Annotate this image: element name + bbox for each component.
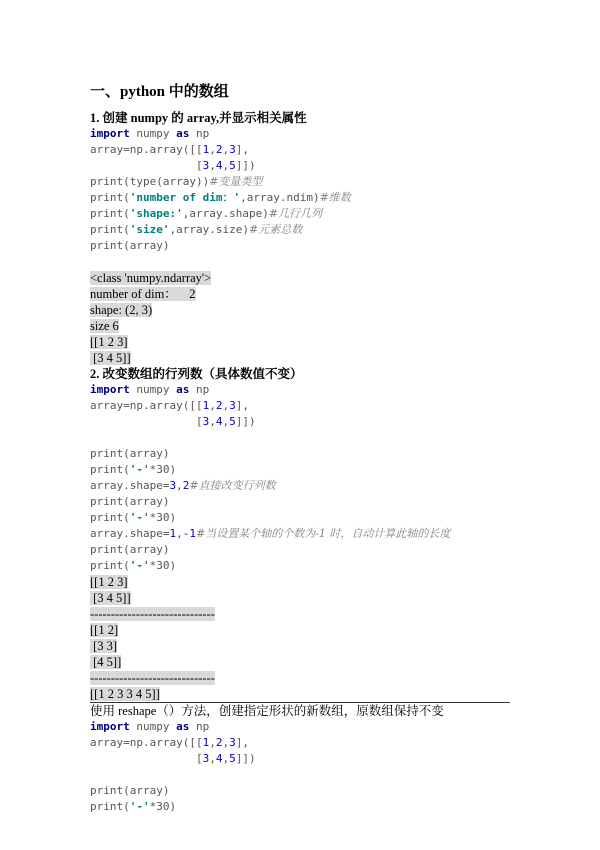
output-line: [3 3] bbox=[90, 639, 118, 653]
code-line: [3,4,5]]) bbox=[90, 752, 256, 765]
code-line: print('number of dim：',array.ndim)#维数 bbox=[90, 191, 351, 204]
part2-heading: 2. 改变数组的行列数（具体数值不变） bbox=[90, 367, 303, 381]
code-line: print('-'*30) bbox=[90, 559, 177, 572]
spacer bbox=[90, 254, 530, 270]
code-line: print(array) bbox=[90, 543, 170, 556]
document-page bbox=[90, 80, 530, 815]
output-line: [[1 2 3 3 4 5]] bbox=[90, 686, 510, 703]
code-line: import numpy as np bbox=[90, 383, 210, 396]
part1-heading: 1. 创建 numpy 的 array,并显示相关属性 bbox=[90, 111, 307, 125]
code-line: array=np.array([[1,2,3], bbox=[90, 399, 249, 412]
output-line: shape: (2, 3) bbox=[90, 303, 153, 317]
code-line: print('shape:',array.shape)#几行几列 bbox=[90, 207, 323, 220]
code-line: [3,4,5]]) bbox=[90, 159, 256, 172]
code-line: array.shape=1,-1#当设置某个轴的个数为-1 时，自动计算此轴的长度 bbox=[90, 527, 451, 540]
code-line: print('-'*30) bbox=[90, 511, 177, 524]
code-line: print(array) bbox=[90, 495, 170, 508]
code-line: print(array) bbox=[90, 784, 170, 797]
code-line: array.shape=3,2#直接改变行列数 bbox=[90, 479, 276, 492]
code-line: print(type(array))#变量类型 bbox=[90, 175, 263, 188]
code-line: print(array) bbox=[90, 447, 170, 460]
code-line: print('-'*30) bbox=[90, 463, 177, 476]
code-line: [3,4,5]]) bbox=[90, 415, 256, 428]
output-line: size 6 bbox=[90, 319, 119, 333]
output-line: [3 4 5]] bbox=[90, 591, 131, 605]
section-title: 一、python 中的数组 bbox=[90, 84, 229, 100]
output-line: [[1 2] bbox=[90, 623, 119, 637]
output-line: number of dim： 2 bbox=[90, 287, 196, 301]
reshape-intro: 使用 reshape（）方法，创建指定形状的新数组，原数组保持不变 bbox=[90, 704, 444, 718]
code-line: import numpy as np bbox=[90, 127, 210, 140]
code-line: print(array) bbox=[90, 239, 170, 252]
spacer bbox=[90, 767, 530, 783]
output-line: [3 4 5]] bbox=[90, 351, 131, 365]
code-line: array=np.array([[1,2,3], bbox=[90, 143, 249, 156]
output-line: [4 5]] bbox=[90, 655, 122, 669]
output-line: [[1 2 3] bbox=[90, 335, 128, 349]
output-separator: ------------------------------ bbox=[90, 671, 215, 685]
spacer bbox=[90, 430, 530, 446]
code-line: import numpy as np bbox=[90, 720, 210, 733]
code-line: array=np.array([[1,2,3], bbox=[90, 736, 249, 749]
output-line: <class 'numpy.ndarray'> bbox=[90, 271, 212, 285]
output-separator: ------------------------------ bbox=[90, 607, 215, 621]
code-line: print('-'*30) bbox=[90, 800, 177, 813]
output-line: [[1 2 3] bbox=[90, 575, 128, 589]
code-line: print('size',array.size)#元素总数 bbox=[90, 223, 303, 236]
